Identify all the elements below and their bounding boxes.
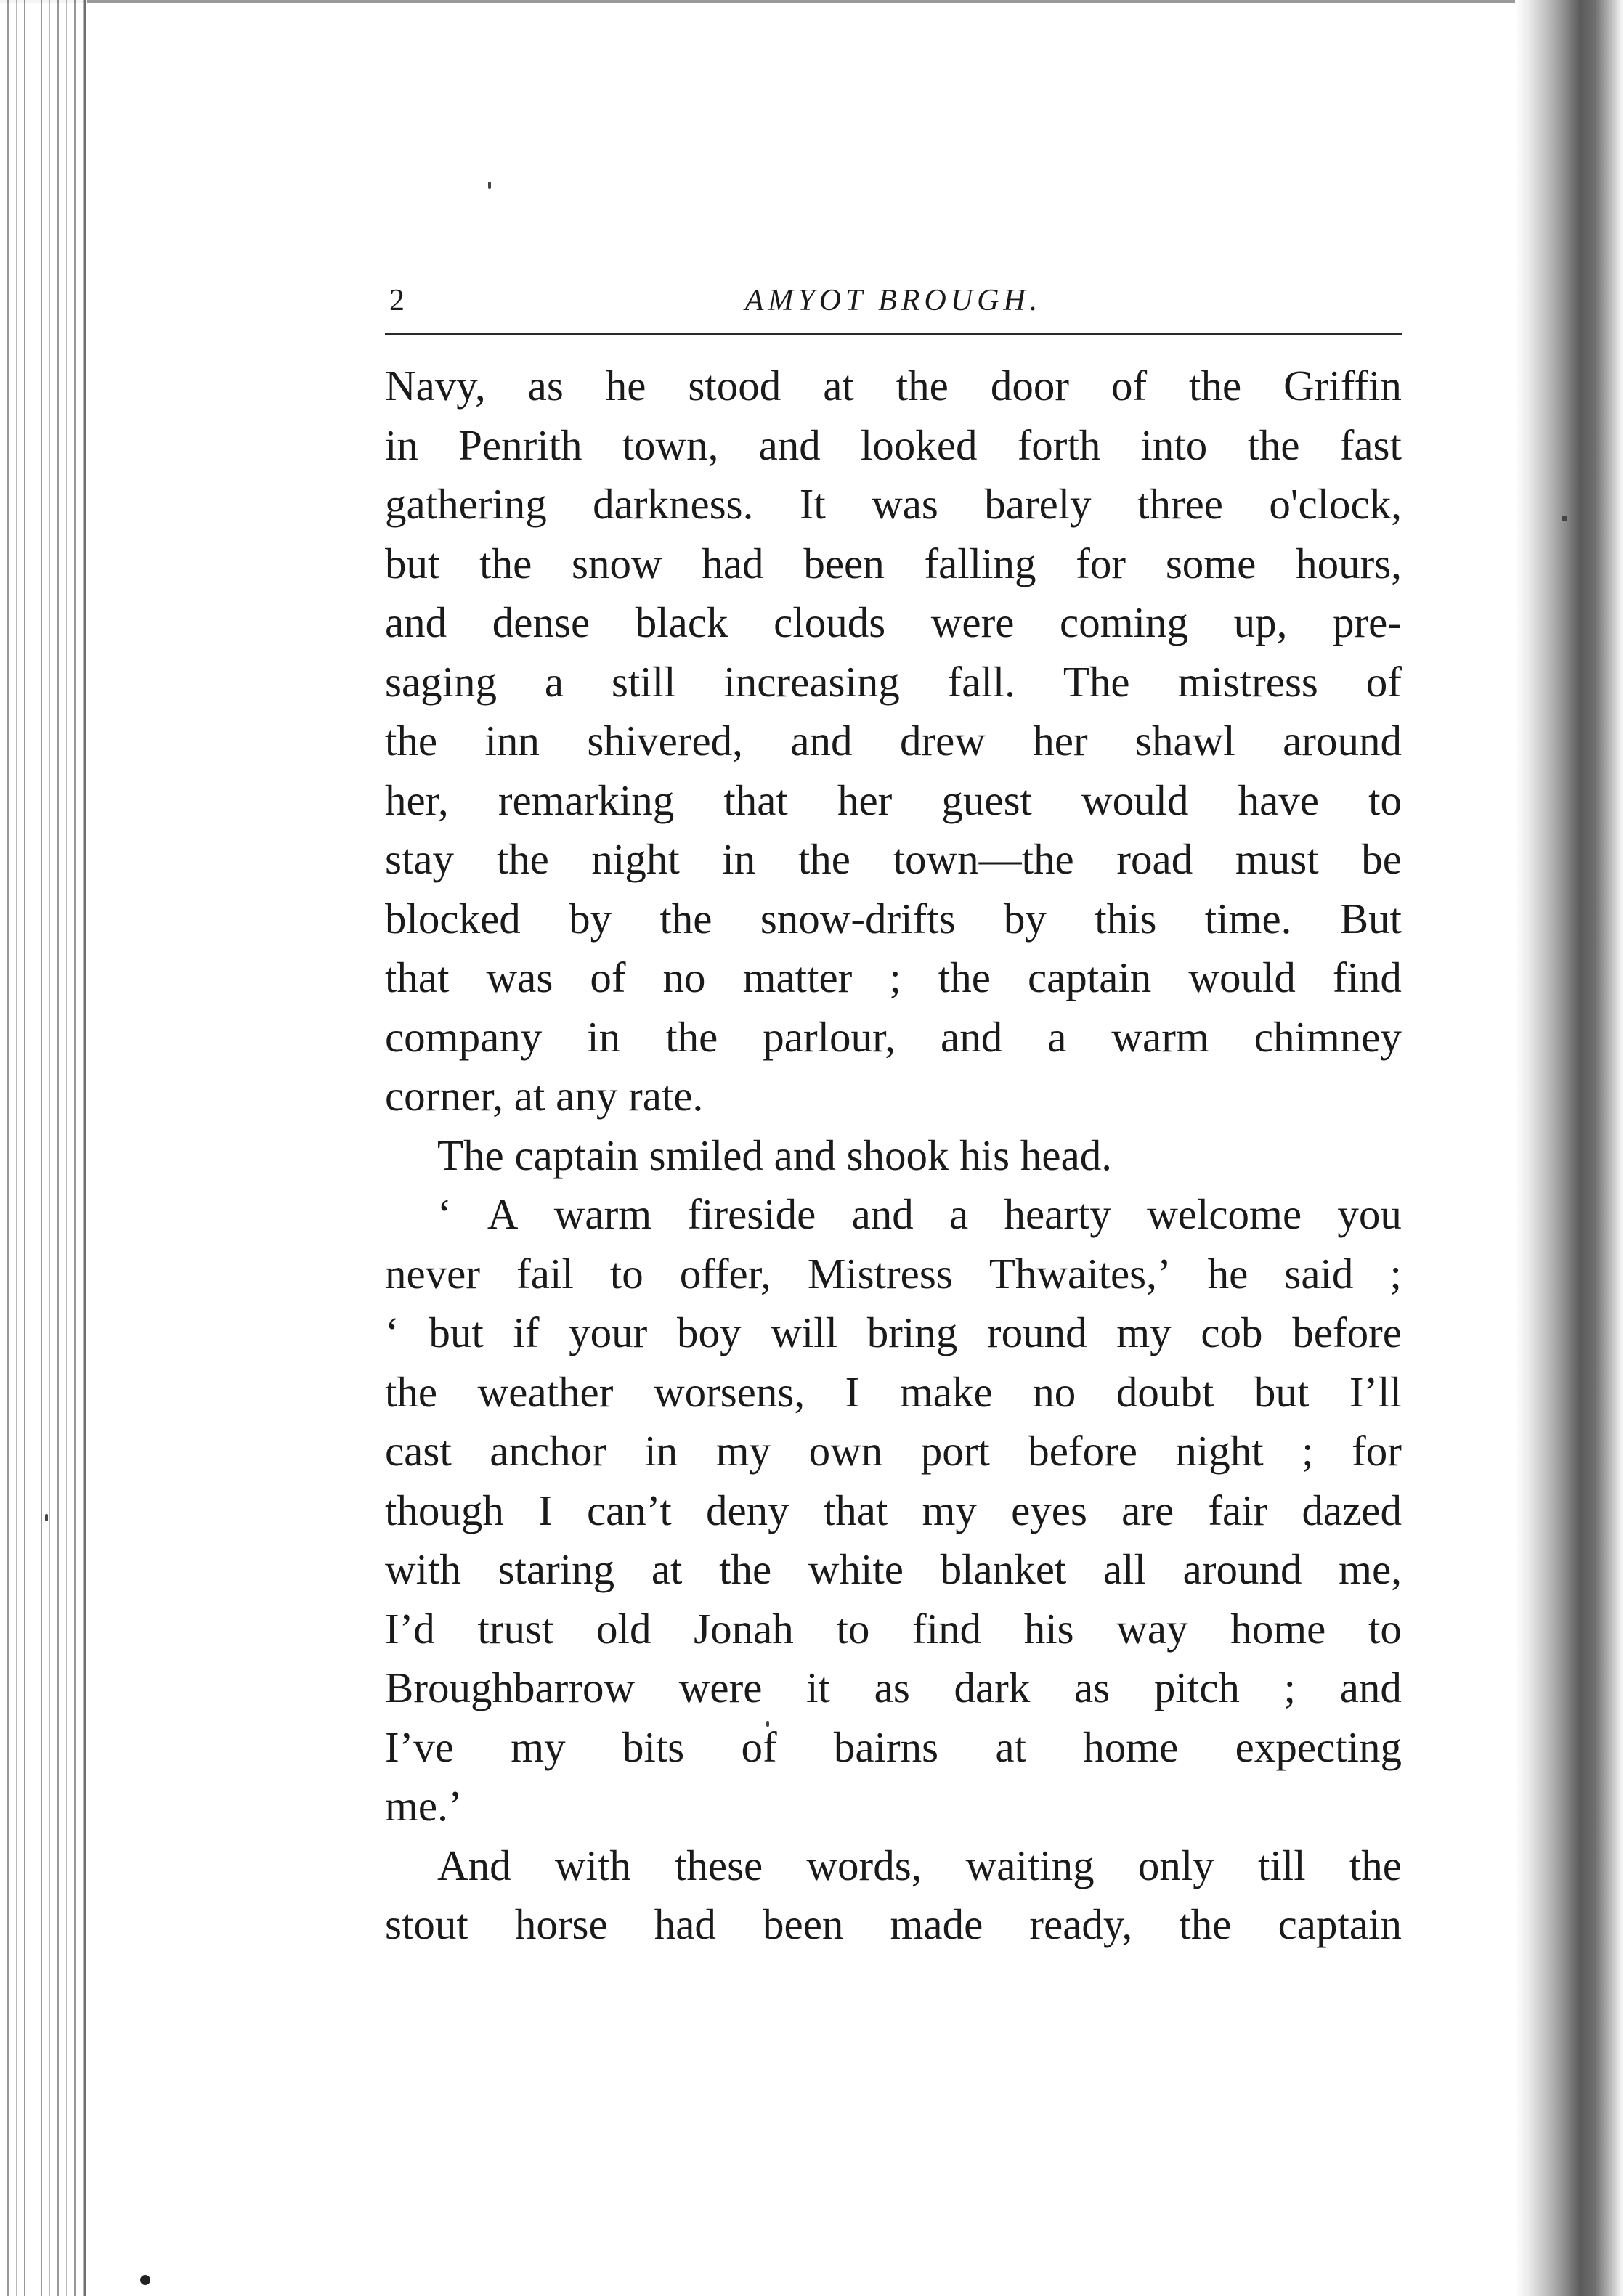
word: three — [1137, 480, 1223, 528]
word: that — [385, 953, 450, 1001]
word: at — [823, 362, 854, 410]
word: must — [1235, 835, 1319, 883]
text-line — [385, 1245, 1402, 1304]
word: as — [874, 1664, 910, 1711]
word: and — [790, 717, 853, 765]
word: me, — [1339, 1545, 1402, 1593]
text-line: The captain smiled and shook his head. — [437, 1131, 1113, 1179]
word: of — [1111, 362, 1148, 410]
word: mistress — [1177, 657, 1318, 706]
word: and — [851, 1190, 914, 1238]
page-top-edge — [0, 0, 1624, 3]
text-line — [385, 712, 1402, 771]
word: barely — [984, 480, 1092, 528]
word: a — [949, 1190, 969, 1238]
word: staring — [498, 1545, 615, 1593]
word: be — [1361, 835, 1402, 883]
word: trust — [477, 1604, 554, 1653]
word: cob — [1201, 1308, 1263, 1356]
word: Broughbarrow — [385, 1664, 636, 1711]
word: the — [385, 717, 438, 765]
paper-speck — [1562, 516, 1567, 521]
word: captain — [1278, 1900, 1402, 1948]
text-line — [385, 534, 1402, 594]
word: were — [930, 598, 1015, 646]
word: inn — [484, 717, 540, 765]
word: o'clock, — [1269, 480, 1402, 528]
word: warm — [1111, 1012, 1209, 1061]
word: the — [665, 1012, 718, 1061]
word: worsens, — [653, 1367, 805, 1416]
word: own — [808, 1427, 883, 1475]
word: anchor — [490, 1427, 606, 1475]
word: as — [1074, 1664, 1111, 1711]
word: for — [1076, 539, 1126, 587]
word: I’d — [385, 1604, 435, 1653]
word: ; — [1389, 1249, 1402, 1298]
word: of — [741, 1722, 777, 1771]
word: that — [823, 1486, 888, 1534]
word: chimney — [1254, 1012, 1402, 1061]
word: that — [723, 775, 788, 824]
word: hours, — [1296, 539, 1402, 587]
word: shawl — [1135, 717, 1235, 765]
word: blanket — [940, 1545, 1067, 1593]
paper-speck — [45, 1514, 48, 1521]
word: her — [1033, 717, 1088, 765]
word: matter — [742, 953, 853, 1001]
word: make — [899, 1367, 993, 1416]
text-line — [385, 1481, 1402, 1541]
word: for — [1352, 1427, 1402, 1475]
word: my — [715, 1427, 771, 1475]
word: had — [654, 1900, 716, 1948]
word: my — [511, 1722, 566, 1771]
text-line — [385, 1658, 1402, 1718]
word: in — [587, 1012, 621, 1061]
word: her — [837, 775, 893, 824]
word: road — [1116, 835, 1193, 883]
text-line: me.’ — [385, 1782, 463, 1830]
word: dense — [492, 598, 590, 646]
text-line: corner, at any rate. — [385, 1072, 704, 1120]
word: by — [1003, 894, 1047, 943]
word: find — [912, 1604, 982, 1653]
word: stout — [385, 1900, 468, 1948]
word: looked — [860, 420, 978, 469]
word: stood — [688, 362, 781, 410]
word: Penrith — [458, 420, 582, 469]
word: would — [1188, 953, 1296, 1001]
text-line — [385, 948, 1402, 1008]
word: though — [385, 1486, 504, 1534]
word: fair — [1208, 1486, 1268, 1534]
word: door — [990, 362, 1069, 410]
word: had — [702, 539, 764, 587]
word: would — [1081, 775, 1189, 824]
word: of — [1365, 657, 1402, 706]
word: and — [1339, 1664, 1402, 1711]
word: been — [763, 1900, 844, 1948]
word: with — [385, 1545, 461, 1593]
word: ‘ — [385, 1308, 399, 1356]
word: never — [385, 1249, 481, 1298]
word: ; — [1302, 1427, 1314, 1475]
word: are — [1121, 1486, 1174, 1534]
text-line — [385, 653, 1402, 712]
word: the — [938, 953, 991, 1001]
word: no — [662, 953, 706, 1001]
word: I’ve — [385, 1722, 454, 1771]
word: words, — [806, 1841, 922, 1889]
word: old — [596, 1604, 651, 1653]
word: said — [1284, 1249, 1354, 1298]
word: fast — [1339, 420, 1402, 469]
text-line — [385, 475, 1402, 534]
text-line — [385, 1303, 1402, 1363]
word: at — [995, 1722, 1026, 1771]
word: Navy, — [385, 362, 486, 410]
word: Griffin — [1283, 362, 1402, 410]
word: still — [611, 657, 676, 706]
word: up, — [1233, 598, 1288, 646]
word: ; — [889, 953, 901, 1001]
word: drew — [899, 717, 986, 765]
word: been — [803, 539, 885, 587]
word: a — [1047, 1012, 1067, 1061]
word: cast — [385, 1427, 452, 1475]
word: waiting — [965, 1841, 1095, 1889]
page-gutter-shadow — [1515, 0, 1624, 2296]
running-title: AMYOT BROUGH. — [744, 284, 1042, 317]
word: he — [1207, 1249, 1249, 1298]
text-line — [385, 1540, 1402, 1600]
word: horse — [514, 1900, 608, 1948]
word: the — [1179, 1900, 1232, 1948]
word: in — [385, 420, 418, 469]
text-line — [385, 1422, 1402, 1481]
word: bring — [866, 1308, 958, 1356]
word: around — [1283, 717, 1402, 765]
page-number: 2 — [389, 284, 405, 317]
word: company — [385, 1012, 543, 1061]
word: And — [437, 1841, 511, 1889]
word: captain — [1027, 953, 1152, 1001]
word: home — [1083, 1722, 1179, 1771]
word: the — [1349, 1841, 1402, 1889]
word: her, — [385, 775, 449, 824]
word: ready, — [1029, 1900, 1133, 1948]
word: the — [797, 835, 850, 883]
word: in — [644, 1427, 678, 1475]
word: time. — [1204, 894, 1292, 943]
word: coming — [1060, 598, 1189, 646]
word: doubt — [1116, 1367, 1214, 1416]
word: your — [569, 1308, 648, 1356]
word: the — [896, 362, 949, 410]
word: offer, — [679, 1249, 771, 1298]
word: town—the — [893, 835, 1074, 883]
page-header — [385, 276, 1402, 327]
word: find — [1332, 953, 1402, 1001]
book-binding-edge — [0, 0, 87, 2296]
word: he — [605, 362, 646, 410]
word: till — [1258, 1841, 1306, 1889]
word: the — [479, 539, 532, 587]
word: snow — [572, 539, 662, 587]
binding-line — [84, 0, 86, 2296]
word: forth — [1017, 420, 1101, 469]
word: increasing — [723, 657, 900, 706]
word: with — [554, 1841, 631, 1889]
word: at — [651, 1545, 683, 1593]
word: bairns — [833, 1722, 939, 1771]
word: was — [486, 953, 553, 1001]
word: before — [1292, 1308, 1402, 1356]
word: pre- — [1333, 598, 1402, 646]
word: to — [1368, 775, 1402, 824]
text-line — [385, 1185, 1402, 1245]
word: the — [1189, 362, 1242, 410]
text-line — [385, 593, 1402, 653]
text-line — [385, 890, 1402, 949]
word: ‘ — [437, 1190, 452, 1238]
word: hearty — [1004, 1190, 1111, 1238]
word: clouds — [774, 598, 886, 646]
word: warm — [553, 1190, 652, 1238]
word: Mistress — [807, 1249, 953, 1298]
word: you — [1337, 1190, 1402, 1238]
word: night — [1175, 1427, 1264, 1475]
word: into — [1140, 420, 1208, 469]
word: shivered, — [587, 717, 743, 765]
word: guest — [941, 775, 1032, 824]
word: can’t — [586, 1486, 672, 1534]
header-rule — [385, 333, 1402, 335]
word: town, — [622, 420, 719, 469]
word: home — [1230, 1604, 1326, 1653]
word: but — [1254, 1367, 1310, 1416]
word: will — [771, 1308, 837, 1356]
word: round — [986, 1308, 1087, 1356]
word: gathering — [385, 480, 547, 528]
word: to — [836, 1604, 870, 1653]
word: blocked — [385, 894, 521, 943]
text-line — [385, 1363, 1402, 1422]
word: my — [922, 1486, 977, 1534]
word: weather — [477, 1367, 614, 1416]
word: no — [1033, 1367, 1076, 1416]
word: to — [1368, 1604, 1402, 1653]
word: my — [1116, 1308, 1172, 1356]
word: parlour, — [763, 1012, 896, 1061]
word: white — [808, 1545, 904, 1593]
word: the — [496, 835, 549, 883]
word: the — [719, 1545, 772, 1593]
word: a — [544, 657, 564, 706]
word: around — [1182, 1545, 1302, 1593]
word: some — [1165, 539, 1256, 587]
word: stay — [385, 835, 455, 883]
text-line — [385, 1895, 1402, 1955]
word: this — [1095, 894, 1157, 943]
text-line — [385, 1600, 1402, 1659]
word: darkness. — [593, 480, 754, 528]
text-line — [385, 1836, 1402, 1896]
word: his — [1023, 1604, 1074, 1653]
word: I’ll — [1349, 1367, 1402, 1416]
word: if — [513, 1308, 540, 1356]
word: the — [1247, 420, 1300, 469]
word: fireside — [687, 1190, 816, 1238]
word: deny — [705, 1486, 789, 1534]
word: Thwaites,’ — [988, 1249, 1172, 1298]
word: I — [845, 1367, 860, 1416]
text-line — [385, 1718, 1402, 1778]
text-line — [385, 771, 1402, 831]
word: but — [385, 539, 440, 587]
word: A — [487, 1190, 519, 1238]
text-line — [385, 1008, 1402, 1067]
word: snow-drifts — [760, 894, 956, 943]
bottom-ink-dot — [140, 2275, 150, 2285]
word: the — [385, 1367, 438, 1416]
text-line — [385, 830, 1402, 890]
paper-speck — [488, 182, 491, 189]
word: only — [1137, 1841, 1214, 1889]
word: ; — [1283, 1664, 1296, 1711]
word: of — [590, 953, 626, 1001]
word: made — [890, 1900, 983, 1948]
word: were — [678, 1664, 763, 1711]
word: to — [609, 1249, 643, 1298]
word: It — [799, 480, 826, 528]
word: dark — [954, 1664, 1031, 1711]
word: the — [659, 894, 712, 943]
word: it — [806, 1664, 830, 1711]
word: all — [1103, 1545, 1146, 1593]
word: I — [538, 1486, 553, 1534]
word: remarking — [498, 775, 675, 824]
word: fall. — [947, 657, 1016, 706]
word: by — [569, 894, 612, 943]
word: saging — [385, 657, 498, 706]
word: these — [674, 1841, 763, 1889]
word: fail — [516, 1249, 574, 1298]
word: was — [872, 480, 938, 528]
word: welcome — [1147, 1190, 1302, 1238]
word: The — [1063, 657, 1130, 706]
text-line — [385, 416, 1402, 476]
word: expecting — [1235, 1722, 1402, 1771]
word: in — [722, 835, 756, 883]
word: bits — [622, 1722, 685, 1771]
word: port — [920, 1427, 990, 1475]
body-text — [385, 357, 1402, 1955]
word: But — [1339, 894, 1402, 943]
word: have — [1238, 775, 1319, 824]
book-page — [385, 276, 1402, 1955]
word: pitch — [1153, 1664, 1240, 1711]
word: and — [941, 1012, 1003, 1061]
word: boy — [677, 1308, 742, 1356]
word: way — [1116, 1604, 1188, 1653]
word: before — [1028, 1427, 1137, 1475]
word: but — [429, 1308, 484, 1356]
word: night — [591, 835, 680, 883]
word: eyes — [1011, 1486, 1087, 1534]
word: and — [385, 598, 447, 646]
word: and — [758, 420, 821, 469]
word: dazed — [1302, 1486, 1402, 1534]
word: as — [527, 362, 564, 410]
word: Jonah — [694, 1604, 794, 1653]
text-line — [385, 357, 1402, 416]
word: falling — [924, 539, 1036, 587]
word: black — [635, 598, 728, 646]
